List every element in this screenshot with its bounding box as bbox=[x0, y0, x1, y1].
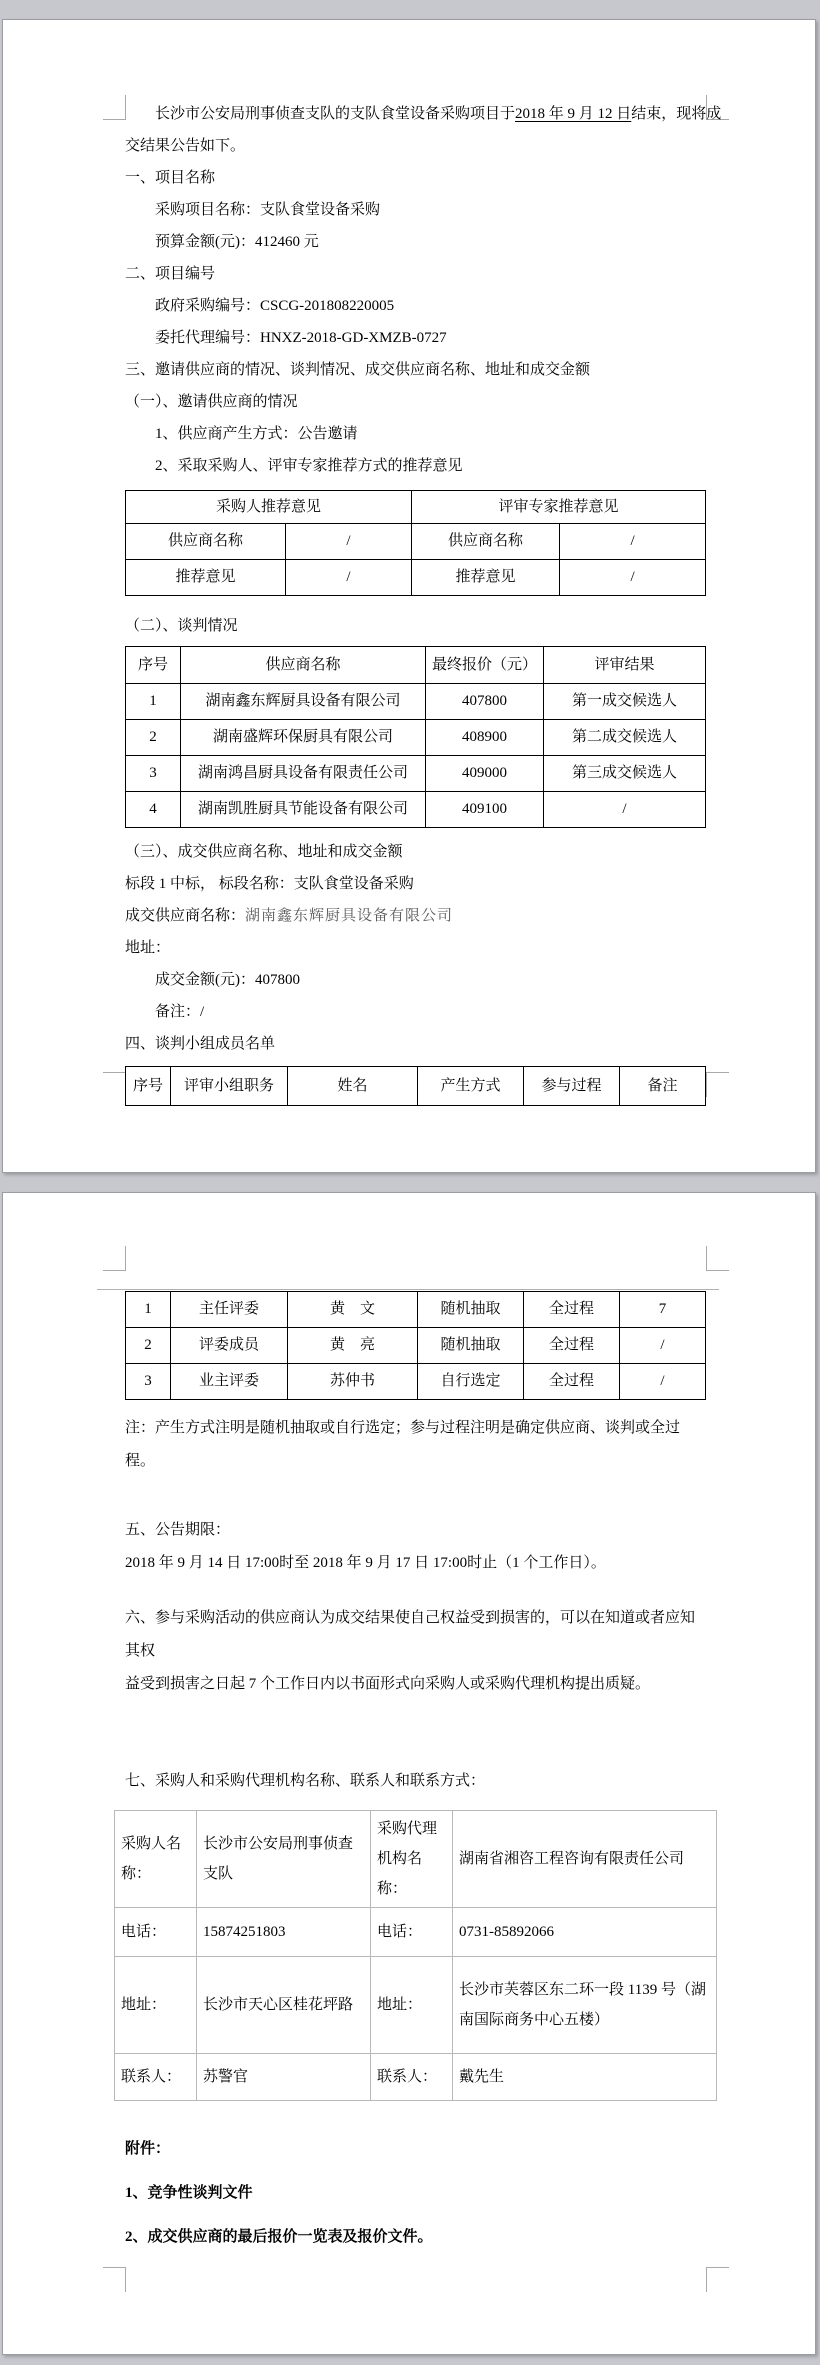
gov-procurement-no-line: 政府采购编号：CSCG-201808220005 bbox=[155, 298, 395, 314]
section-1-heading: 一、项目名称 bbox=[125, 170, 216, 186]
section-3-heading: 三、邀请供应商的情况、谈判情况、成交供应商名称、地址和成交金额 bbox=[125, 362, 591, 378]
negotiation-table bbox=[125, 646, 706, 828]
cell: 供应商名称 bbox=[412, 524, 560, 560]
closing-date: 2018 年 9 月 12 日 bbox=[515, 106, 632, 122]
section-7-heading: 七、采购人和采购代理机构名称、联系人和联系方式： bbox=[125, 1773, 486, 1789]
cell: 供应商名称 bbox=[126, 524, 286, 560]
participation-cell: 全过程 bbox=[524, 1364, 620, 1400]
section-3-1-heading: （一）、邀请供应商的情况 bbox=[125, 394, 298, 410]
supplier-method-line: 1、供应商产生方式：公告邀请 bbox=[155, 426, 358, 442]
member-table-header bbox=[125, 1066, 706, 1106]
agency-name-label: 采购代理机构名称： bbox=[371, 1811, 453, 1908]
member-role-cell: 评委成员 bbox=[171, 1328, 288, 1364]
intro-line-2: 交结果公告如下。 bbox=[125, 138, 246, 154]
agency-contact-value: 戴先生 bbox=[453, 2054, 717, 2101]
cell: 2 bbox=[126, 1328, 171, 1364]
final-price-cell: 408900 bbox=[426, 720, 544, 756]
recommendation-header-buyer: 采购人推荐意见 bbox=[126, 491, 412, 524]
winner-line bbox=[125, 900, 707, 932]
agency-phone-value: 0731-85892066 bbox=[453, 1908, 717, 1957]
intro-line-1 bbox=[125, 98, 722, 130]
intro-suffix: 结束，现将成 bbox=[631, 106, 722, 122]
column-header: 供应商名称 bbox=[181, 647, 426, 684]
table-row bbox=[126, 756, 706, 792]
column-header: 姓名 bbox=[288, 1067, 418, 1106]
member-role-cell: 业主评委 bbox=[171, 1364, 288, 1400]
column-header: 序号 bbox=[126, 1067, 171, 1106]
review-result-cell: 第二成交候选人 bbox=[544, 720, 706, 756]
section-4-heading: 四、谈判小组成员名单 bbox=[125, 1036, 276, 1052]
member-table-note: 注：产生方式注明是随机抽取或自行选定；参与过程注明是确定供应商、谈判或全过程。 bbox=[125, 1420, 681, 1469]
participation-cell: 全过程 bbox=[524, 1328, 620, 1364]
cell: 1 bbox=[126, 684, 181, 720]
table-row bbox=[126, 720, 706, 756]
attachment-item-2: 2、成交供应商的最后报价一览表及报价文件。 bbox=[125, 2229, 433, 2245]
agency-address-value: 长沙市芙蓉区东二环一段 1139 号（湖南国际商务中心五楼） bbox=[453, 1957, 717, 2054]
address-line: 地址： bbox=[125, 940, 171, 956]
agency-name-value: 湖南省湘咨工程咨询有限责任公司 bbox=[453, 1811, 717, 1908]
page-1-content bbox=[125, 98, 722, 1106]
review-result-cell: / bbox=[544, 792, 706, 828]
text-boundary-mark-icon bbox=[103, 2267, 126, 2292]
buyer-name-value: 长沙市公安局刑事侦查支队 bbox=[197, 1811, 371, 1908]
agency-contact-label: 联系人： bbox=[371, 2054, 453, 2101]
remark-cell: / bbox=[620, 1328, 706, 1364]
member-name-cell: 苏仲书 bbox=[288, 1364, 418, 1400]
attachments-block bbox=[125, 2127, 707, 2259]
section-6-line-1: 六、参与采购活动的供应商认为成交结果使自己权益受到损害的，可以在知道或者应知其权 bbox=[125, 1610, 696, 1659]
cell: / bbox=[286, 524, 412, 560]
supplier-name-cell: 湖南鸿昌厨具设备有限责任公司 bbox=[181, 756, 426, 792]
column-header: 序号 bbox=[126, 647, 181, 684]
selection-method-cell: 随机抽取 bbox=[418, 1292, 524, 1328]
cell: 4 bbox=[126, 792, 181, 828]
section-6-line-2: 益受到损害之日起 7 个工作日内以书面形式向采购人或采购代理机构提出质疑。 bbox=[125, 1676, 651, 1692]
review-result-cell: 第一成交候选人 bbox=[544, 684, 706, 720]
cell: / bbox=[560, 560, 706, 596]
table-row bbox=[126, 684, 706, 720]
recommendation-header-expert: 评审专家推荐意见 bbox=[412, 491, 706, 524]
table-row bbox=[126, 1328, 706, 1364]
attachments-heading: 附件： bbox=[125, 2141, 171, 2157]
section-5-heading: 五、公告期限： bbox=[125, 1522, 231, 1538]
final-price-cell: 409100 bbox=[426, 792, 544, 828]
column-header: 最终报价（元） bbox=[426, 647, 544, 684]
cell: / bbox=[560, 524, 706, 560]
text-boundary-mark-icon bbox=[706, 1072, 729, 1097]
buyer-address-label: 地址： bbox=[115, 1957, 197, 2054]
cell: 1 bbox=[126, 1292, 171, 1328]
table-row bbox=[126, 1292, 706, 1328]
table-row bbox=[126, 792, 706, 828]
recommendation-intro-line: 2、采取采购人、评审专家推荐方式的推荐意见 bbox=[155, 458, 463, 474]
column-header: 备注 bbox=[620, 1067, 706, 1106]
final-price-cell: 409000 bbox=[426, 756, 544, 792]
page-2-content bbox=[121, 1291, 707, 2259]
cell: 3 bbox=[126, 756, 181, 792]
cell: 推荐意见 bbox=[412, 560, 560, 596]
selection-method-cell: 自行选定 bbox=[418, 1364, 524, 1400]
supplier-name-cell: 湖南鑫东辉厨具设备有限公司 bbox=[181, 684, 426, 720]
agency-address-label: 地址： bbox=[371, 1957, 453, 2054]
agency-no-line: 委托代理编号：HNXZ-2018-GD-XMZB-0727 bbox=[155, 330, 447, 346]
table-row bbox=[115, 1811, 717, 1908]
cell: 推荐意见 bbox=[126, 560, 286, 596]
amount-line: 成交金额(元)：407800 bbox=[155, 972, 300, 988]
document-page-1 bbox=[2, 19, 816, 1173]
remark-line: 备注：/ bbox=[155, 1004, 205, 1020]
intro-prefix: 长沙市公安局刑事侦查支队的支队食堂设备采购项目于 bbox=[155, 106, 516, 122]
cell: 2 bbox=[126, 720, 181, 756]
lot-line: 标段 1 中标， 标段名称：支队食堂设备采购 bbox=[125, 876, 414, 892]
recommendation-table bbox=[125, 490, 706, 596]
section-2-heading: 二、项目编号 bbox=[125, 266, 216, 282]
text-boundary-mark-icon bbox=[103, 1246, 126, 1271]
text-boundary-mark-icon bbox=[706, 2267, 729, 2292]
review-result-cell: 第三成交候选人 bbox=[544, 756, 706, 792]
cell: / bbox=[286, 560, 412, 596]
buyer-phone-value: 15874251803 bbox=[197, 1908, 371, 1957]
member-name-cell: 黄 亮 bbox=[288, 1328, 418, 1364]
table-row bbox=[115, 2054, 717, 2101]
buyer-contact-label: 联系人： bbox=[115, 2054, 197, 2101]
table-row bbox=[115, 1957, 717, 2054]
text-boundary-mark-icon bbox=[103, 1072, 126, 1097]
budget-line: 预算金额(元)：412460 元 bbox=[155, 234, 319, 250]
final-price-cell: 407800 bbox=[426, 684, 544, 720]
column-header: 评审小组职务 bbox=[171, 1067, 288, 1106]
supplier-name-cell: 湖南盛辉环保厨具有限公司 bbox=[181, 720, 426, 756]
buyer-phone-label: 电话： bbox=[115, 1908, 197, 1957]
winner-name: 湖南鑫东辉厨具设备有限公司 bbox=[245, 908, 454, 924]
buyer-contact-value: 苏警官 bbox=[197, 2054, 371, 2101]
text-boundary-line bbox=[97, 1289, 719, 1290]
remark-cell: / bbox=[620, 1364, 706, 1400]
member-role-cell: 主任评委 bbox=[171, 1292, 288, 1328]
project-name-line: 采购项目名称：支队食堂设备采购 bbox=[155, 202, 381, 218]
contact-table bbox=[114, 1810, 717, 2101]
agency-phone-label: 电话： bbox=[371, 1908, 453, 1957]
remark-cell: 7 bbox=[620, 1292, 706, 1328]
table-row bbox=[115, 1908, 717, 1957]
buyer-address-value: 长沙市天心区桂花坪路 bbox=[197, 1957, 371, 2054]
column-header: 评审结果 bbox=[544, 647, 706, 684]
text-boundary-mark-icon bbox=[706, 1246, 729, 1271]
member-table-rows bbox=[125, 1291, 706, 1400]
cell: 3 bbox=[126, 1364, 171, 1400]
buyer-name-label: 采购人名称： bbox=[115, 1811, 197, 1908]
column-header: 参与过程 bbox=[524, 1067, 620, 1106]
section-3-3-heading: （三）、成交供应商名称、地址和成交金额 bbox=[125, 844, 403, 860]
participation-cell: 全过程 bbox=[524, 1292, 620, 1328]
winner-label: 成交供应商名称： bbox=[125, 908, 246, 924]
section-3-2-heading: （二）、谈判情况 bbox=[125, 618, 238, 634]
column-header: 产生方式 bbox=[418, 1067, 524, 1106]
announcement-period-line: 2018 年 9 月 14 日 17:00时至 2018 年 9 月 17 日 17:00时止（1 个工作日）。 bbox=[125, 1555, 606, 1571]
supplier-name-cell: 湖南凯胜厨具节能设备有限公司 bbox=[181, 792, 426, 828]
table-row bbox=[126, 1364, 706, 1400]
document-page-2 bbox=[2, 1192, 816, 2355]
member-name-cell: 黄 文 bbox=[288, 1292, 418, 1328]
text-boundary-mark-icon bbox=[103, 95, 126, 120]
selection-method-cell: 随机抽取 bbox=[418, 1328, 524, 1364]
attachment-item-1: 1、竞争性谈判文件 bbox=[125, 2185, 253, 2201]
